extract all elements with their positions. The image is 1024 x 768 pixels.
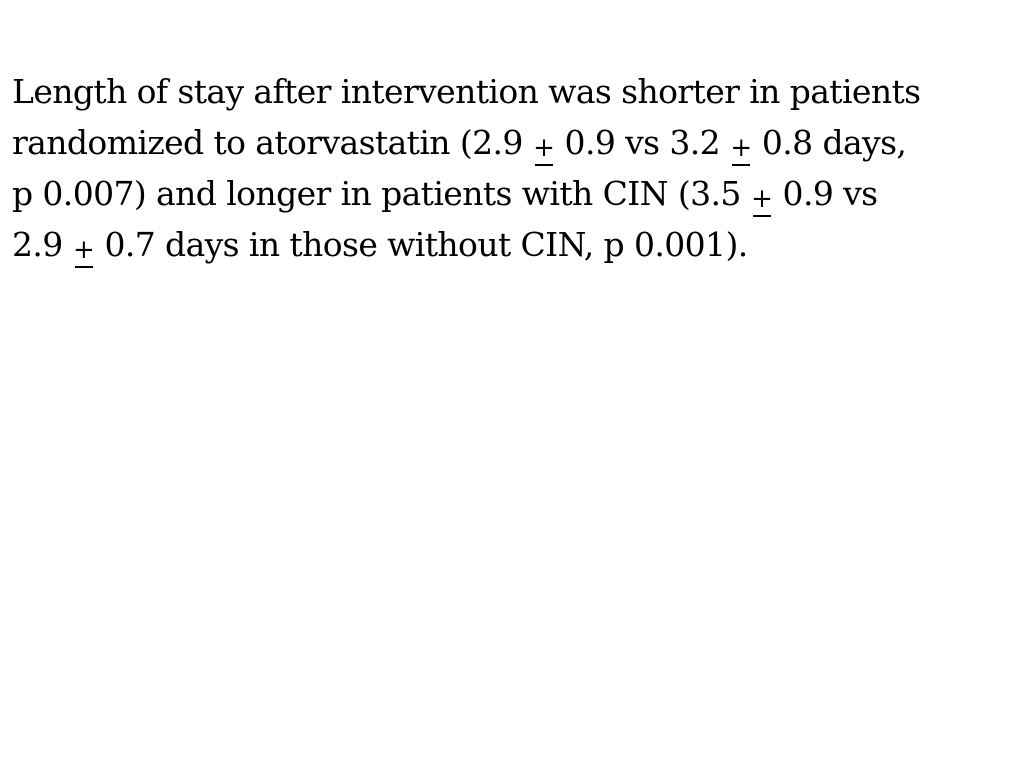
plus-minus-underbar xyxy=(75,266,93,268)
text-line-2 xyxy=(12,117,1012,168)
plus-minus-symbol: + xyxy=(73,219,95,274)
text-line-3 xyxy=(12,168,1012,219)
plus-minus-underbar xyxy=(535,164,553,166)
text-line-4 xyxy=(12,219,1012,270)
text-segment: Length of stay after intervention was shorter in patients xyxy=(12,72,921,111)
body-paragraph xyxy=(12,66,1012,270)
text-segment: 2.9 xyxy=(12,225,73,264)
plus-minus-underbar xyxy=(732,164,750,166)
plus-minus-symbol: + xyxy=(751,168,773,223)
text-segment: 0.7 days in those without CIN, p 0.001). xyxy=(94,225,748,264)
text-line-1 xyxy=(12,66,1012,117)
plus-minus-underbar xyxy=(753,215,771,217)
plus-minus-symbol: + xyxy=(730,117,752,172)
plus-minus-symbol: + xyxy=(533,117,555,172)
text-segment: p 0.007) and longer in patients with CIN (3.5 xyxy=(12,174,751,213)
text-segment: 0.9 vs 3.2 xyxy=(554,123,730,162)
text-segment: randomized to atorvastatin (2.9 xyxy=(12,123,533,162)
text-segment: 0.9 vs xyxy=(772,174,878,213)
text-segment: 0.8 days, xyxy=(751,123,907,162)
